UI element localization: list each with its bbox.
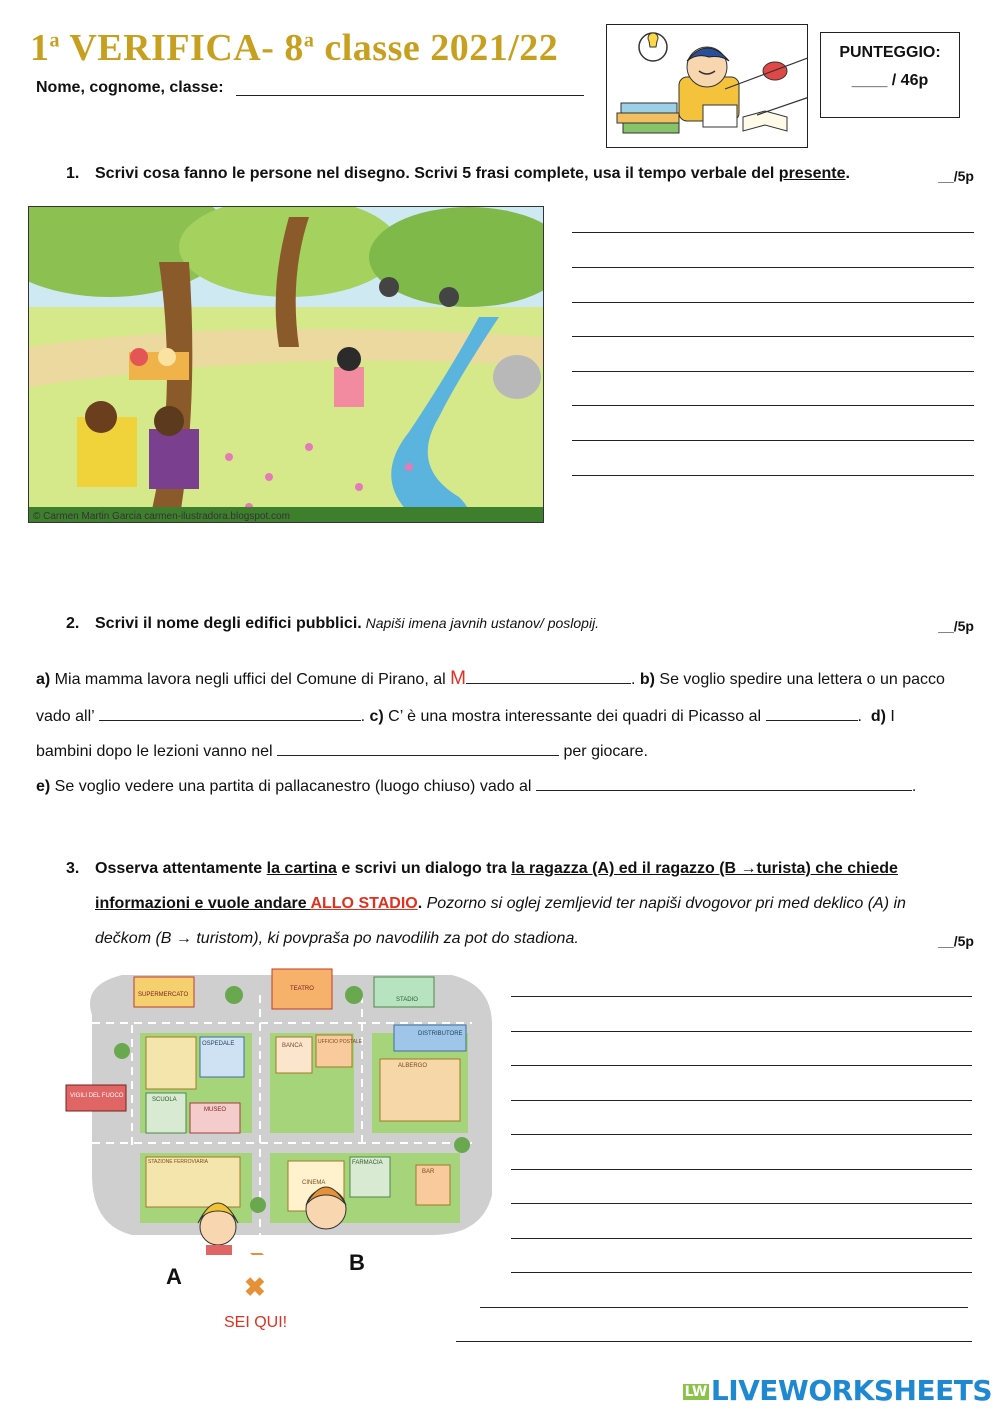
name-label: Nome, cognome, classe: [36,79,224,96]
answer-c[interactable] [766,706,858,721]
map-label-stadium: STADIO [396,997,418,1003]
page-title: 1$^a$ VERIFICA- 8$^a$ classe 2021/22 [30,27,559,69]
score-label: PUNTEGGIO: [839,44,941,61]
question-3-line2: informazioni e vuole andare ALLO STADIO. Pozorno si oglej zemljevid ter napiši dvogovor pri med deklico (A) in [95,895,906,912]
map-label-petrol: DISTRIBUTORE [418,1031,463,1037]
q2-line-b: vado all’ . c) C’ è una mostra interessante dei quadri di Picasso al . d) I [36,708,895,725]
question-2: 2. Scrivi il nome degli edifici pubblici. Napiši imena javnih ustanov/ poslopij. [66,615,600,632]
map-label-museum: MUSEO [204,1107,227,1113]
student-illustration [606,24,808,148]
answer-a[interactable] [466,669,631,684]
map-label-theatre: TEATRO [290,986,314,992]
q1-points: __/5p [938,168,974,184]
map-label-hotel: ALBERGO [398,1063,428,1069]
question-3-line3: dečkom (B → turistom), ki povpraša po navodilih za pot do stadiona. [95,930,579,947]
liveworksheets-logo: LW LIVEWORKSHEETS [684,1374,992,1407]
score-box [820,32,960,118]
park-illustration [28,206,544,523]
map-label-bank: BANCA [282,1043,303,1049]
map-label-school: SCUOLA [152,1097,177,1103]
map-label-station: STAZIONE FERROVIARIA [148,1159,208,1165]
q2-line-a: a) Mia mamma lavora negli uffici del Comune di Pirano, al M . b) Se voglio spedire una lettera o un pacco [36,668,945,689]
name-field[interactable] [236,95,584,96]
q3-points: __/5p [938,933,974,949]
map-label-firefighters: VIGILI DEL FUOCO [70,1093,124,1099]
you-are-here-icon: ✖ [244,1272,266,1302]
map-label-hospital: OSPEDALE [202,1041,235,1047]
person-b-label: B [349,1250,365,1275]
person-a-label: A [166,1264,182,1289]
score-value: ____ / 46p [851,72,929,89]
map-label-supermarket: SUPERMERCATO [138,992,189,998]
you-are-here-label: SEI QUI! [224,1314,288,1331]
town-map [62,955,504,1255]
map-label-post: UFFICIO POSTALE [318,1039,363,1045]
q2-points: __/5p [938,618,974,634]
q2-line-d: bambini dopo le lezioni vanno nel per giocare. [36,743,648,760]
question-1: 1. Scrivi cosa fanno le persone nel disegno. Scrivi 5 frasi complete, usa il tempo verbale del presente. [66,165,850,182]
answer-d[interactable] [277,741,559,756]
map-label-pharmacy: FARMACIA [352,1160,383,1166]
answer-e[interactable] [536,776,912,791]
map-label-bar: BAR [422,1169,435,1175]
map-label-cinema: CINEMA [302,1180,326,1186]
question-3: 3. Osserva attentamente la cartina e scrivi un dialogo tra la ragazza (A) ed il ragazzo (B →turista) che chiede [66,860,898,877]
image-credit: © Carmen Martin Garcia carmen-ilustradora.blogspot.com [33,511,290,522]
answer-b[interactable] [99,706,361,721]
q2-line-e: e) Se voglio vedere una partita di pallacanestro (luogo chiuso) vado al . [36,778,917,795]
